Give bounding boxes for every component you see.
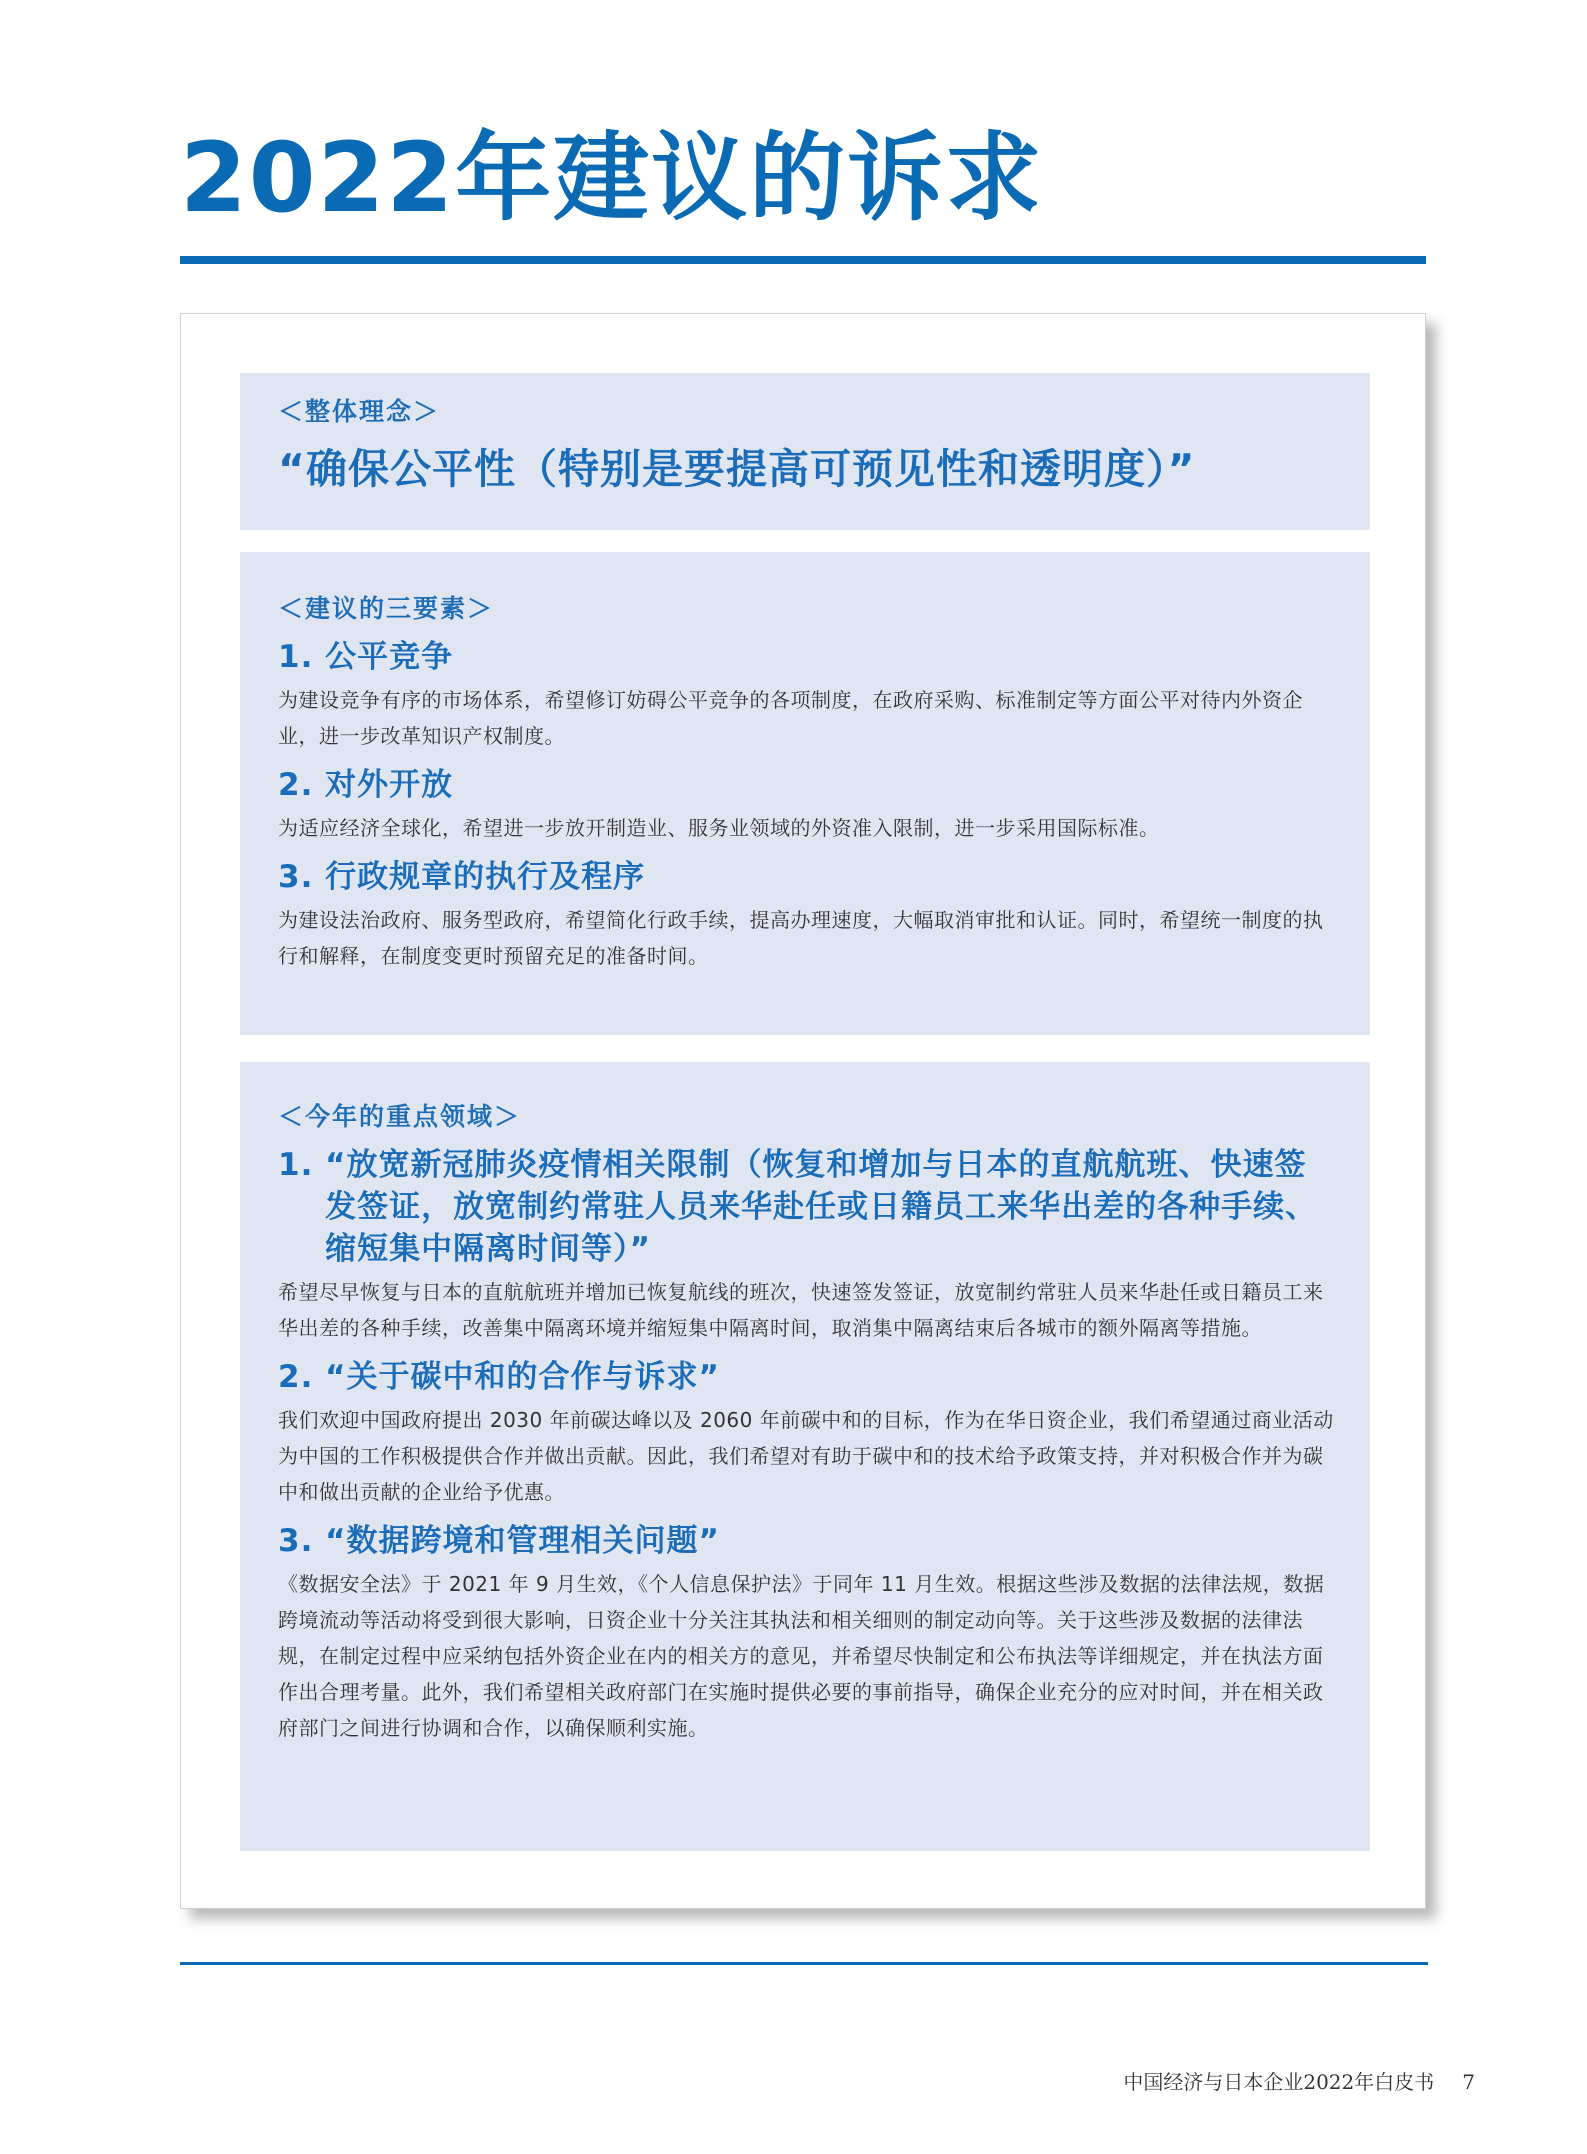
focus-item-title	[278, 1144, 1334, 1270]
page-title: 2022年建议的诉求	[180, 122, 1044, 234]
focus-item-title	[278, 1520, 1334, 1562]
overall-concept-label: ＜整体理念＞	[278, 397, 441, 426]
focus-item	[278, 1144, 1334, 1346]
focus-item-body: 我们欢迎中国政府提出 2030 年前碳达峰以及 2060 年前碳中和的目标，作为在华日资企业，我们希望通过商业活动为中国的工作积极提供合作并做出贡献。因此，我们希望对有助于碳中和的技术给予政策支持，并对积极合作并为碳中和做出贡献的企业给予优惠。	[278, 1408, 1334, 1504]
element-item-number: 3.	[278, 859, 326, 895]
focus-item-number: 2.	[278, 1359, 326, 1395]
focus-item-title-text: “关于碳中和的合作与诉求”	[325, 1359, 720, 1395]
content-card	[180, 313, 1426, 1909]
title-divider	[180, 256, 1426, 264]
element-item-title-text: 对外开放	[325, 767, 454, 803]
footer-divider	[180, 1962, 1428, 1965]
focus-item-number: 1.	[278, 1147, 326, 1183]
focus-areas-panel	[240, 1062, 1370, 1851]
focus-item-number: 3.	[278, 1523, 326, 1559]
element-item-title	[278, 764, 1334, 806]
focus-item-body: 希望尽早恢复与日本的直航航班并增加已恢复航线的班次，快速签发签证，放宽制约常驻人员来华赴任或日籍员工来华出差的各种手续，改善集中隔离环境并缩短集中隔离时间，取消集中隔离结束后各城市的额外隔离等措施。	[278, 1280, 1324, 1340]
element-item-number: 1.	[278, 639, 326, 675]
element-item-body: 为适应经济全球化，希望进一步放开制造业、服务业领域的外资准入限制，进一步采用国际标准。	[278, 816, 1160, 840]
element-item	[278, 636, 1334, 754]
focus-item-body: 《数据安全法》于 2021 年 9 月生效，《个人信息保护法》于同年 11 月生效。根据这些涉及数据的法律法规，数据跨境流动等活动将受到很大影响，日资企业十分关注其执法和相关细则的制定动向等。关于这些涉及数据的法律法规，在制定过程中应采纳包括外资企业在内的相关方的意见，并希望尽快制定和公布执法等详细规定，并在执法方面作出合理考量。此外，我们希望相关政府部门在实施时提供必要的事前指导，确保企业充分的应对时间，并在相关政府部门之间进行协调和合作，以确保顺利实施。	[278, 1572, 1325, 1740]
page-number: 7	[1462, 2070, 1475, 2094]
element-item-title	[278, 636, 1334, 678]
element-item-title-text: 公平竞争	[325, 639, 454, 675]
overall-concept-panel	[240, 373, 1370, 530]
overall-concept-headline: “确保公平性（特别是要提高可预见性和透明度）”	[278, 445, 1196, 493]
focus-item-title	[278, 1356, 1334, 1398]
focus-item-title-text: “放宽新冠肺炎疫情相关限制（恢复和增加与日本的直航航班、快速签发签证，放宽制约常驻人员来华赴任或日籍员工来华出差的各种手续、缩短集中隔离时间等）”	[325, 1147, 1318, 1267]
focus-areas-label: ＜今年的重点领域＞	[278, 1102, 522, 1131]
three-elements-label: ＜建议的三要素＞	[278, 594, 495, 623]
element-item-number: 2.	[278, 767, 326, 803]
element-item-body: 为建设竞争有序的市场体系，希望修订妨碍公平竞争的各项制度，在政府采购、标准制定等方面公平对待内外资企业，进一步改革知识产权制度。	[278, 688, 1303, 748]
focus-item	[278, 1520, 1334, 1746]
element-item	[278, 856, 1334, 974]
element-item-title	[278, 856, 1334, 898]
element-item	[278, 764, 1334, 846]
page-footer	[1123, 2066, 1475, 2095]
publication-name: 中国经济与日本企业2022年白皮书	[1123, 2070, 1435, 2094]
element-item-body: 为建设法治政府、服务型政府，希望简化行政手续，提高办理速度，大幅取消审批和认证。同时，希望统一制度的执行和解释，在制度变更时预留充足的准备时间。	[278, 908, 1324, 968]
three-elements-panel	[240, 552, 1370, 1035]
focus-item-title-text: “数据跨境和管理相关问题”	[325, 1523, 720, 1559]
element-item-title-text: 行政规章的执行及程序	[325, 859, 646, 895]
focus-item	[278, 1356, 1334, 1510]
